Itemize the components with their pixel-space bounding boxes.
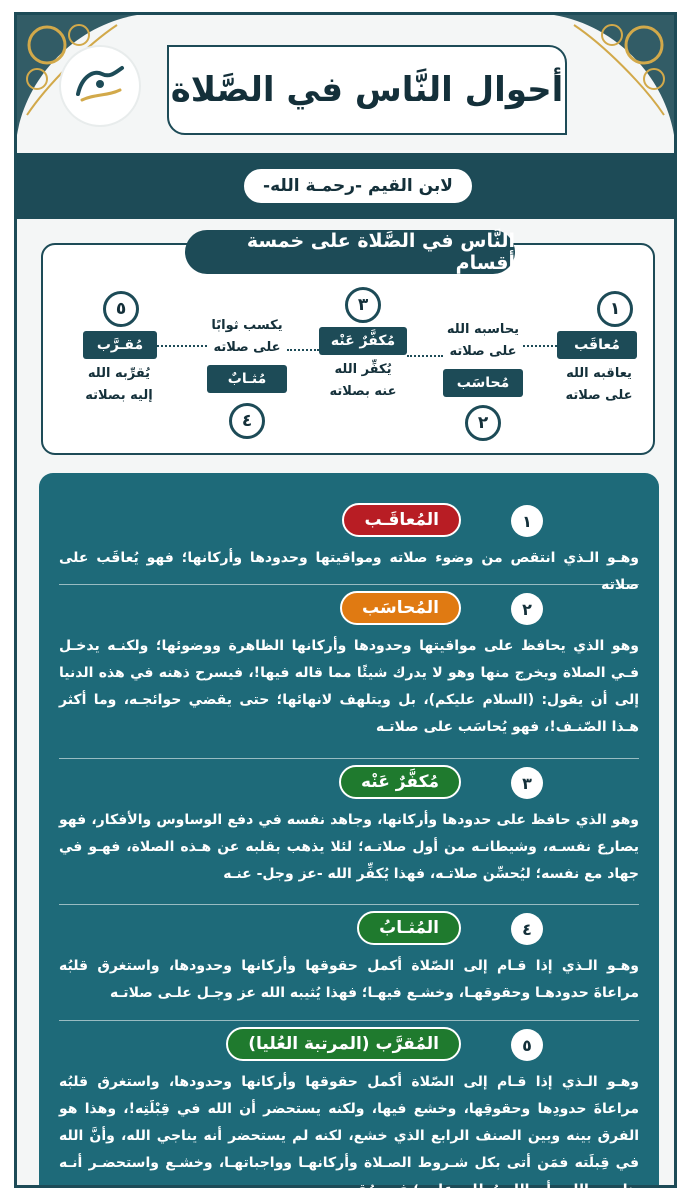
detail-card-4	[59, 909, 639, 1021]
overview-desc-line: على صلاته	[565, 388, 633, 403]
overview-number-2: ٢	[465, 405, 501, 441]
detail-card-header	[59, 763, 639, 803]
detail-title: المُعاقَـب	[342, 503, 461, 537]
page-title: أحوال النَّاس في الصَّلاة	[170, 70, 564, 110]
detail-text: وهـو الـذي إذا قـام إلى الصّلاة أكمل حقوقها وأركانها وحدودها، واستغرق قلبُه مراعاةَ حدودهـا وحقوقهـا، وخشـع فيهـا؛ فهذا يُثيبه الله عز وجـل علـى صلاتـه	[59, 958, 639, 1001]
detail-title: المُثـابُ	[357, 911, 461, 945]
overview-heading: النَّاس في الصَّلاة على خمسة أقسام	[185, 230, 515, 274]
detail-card-2	[59, 589, 639, 759]
overview-number-4: ٤	[229, 403, 265, 439]
detail-card-5	[59, 1025, 639, 1198]
detail-card-3	[59, 763, 639, 905]
overview-desc-line: يُقرِّبه الله	[87, 366, 151, 381]
detail-title: المُقرَّب (المرتبة العُليا)	[226, 1027, 461, 1061]
overview-desc-line: يكسب ثوابًا	[211, 318, 283, 333]
corner-ornament-icon	[554, 15, 674, 135]
overview-number-3: ٣	[345, 287, 381, 323]
detail-card-header	[59, 501, 639, 541]
overview-desc-line: يُكفِّر الله	[334, 362, 392, 377]
detail-number: ٤	[511, 913, 543, 945]
overview-tag-2: مُحاسَب	[443, 369, 523, 397]
detail-card-header	[59, 909, 639, 949]
author-label: لابن القيم -رحمـة الله-	[242, 167, 474, 205]
detail-card-header	[59, 589, 639, 629]
connector-line	[287, 349, 319, 351]
detail-text: وهو الذي يحافظ على مواقيتها وحدودها وأركانها الظاهرة ووضوئها؛ ولكنـه يدخـل فـي الصلاة ويخرج منها وهو لا يدرك شيئًا مما قاله فيها!، فيسرح ذهنه في هذه الدنيا إلى أن يقول: (السلام عليكم)، بل ويتلهف لانهائها؛ حتى يقضي حوائجـه، وما أكثر هـذا الصّنـف!، فهو يُحاسَب على صلاتـه	[59, 638, 639, 735]
overview-desc-4	[197, 315, 297, 359]
detail-number: ٢	[511, 593, 543, 625]
logo-icon	[72, 64, 128, 108]
overview-desc-line: على صلاته	[449, 344, 517, 359]
overview-desc-line: على صلاته	[213, 340, 281, 355]
detail-title: المُحاسَب	[340, 591, 461, 625]
connector-line	[523, 345, 557, 347]
overview-box	[41, 243, 655, 455]
detail-text: وهو الذي حافظ على حدودها وأركانها، وجاهد نفسه في دفع الوساوس والأفكار، فهو يصارع نفسـه، وشيطانـه من أول صلاتـه؛ لئلا يذهب بقلبه عن هـذه الصلاة، فهـو في جهاد مع نفسه؛ ليُحسِّن صلاتـه، فهذا يُكفِّر الله -عز وجل- عنـه	[59, 812, 639, 882]
overview-tag-5: مُقـرَّب	[83, 331, 157, 359]
overview-tag-3: مُكفَّرٌ عَنْه	[319, 327, 407, 355]
detail-number: ١	[511, 505, 543, 537]
detail-card-header	[59, 1025, 639, 1065]
overview-desc-1	[551, 363, 647, 407]
overview-desc-2	[433, 319, 533, 363]
overview-tag-1: مُعاقَب	[557, 331, 637, 359]
detail-number: ٥	[511, 1029, 543, 1061]
overview-desc-line: يحاسبه الله	[446, 322, 520, 337]
overview-number-5: ٥	[103, 291, 139, 327]
detail-text: وهـو الـذي إذا قـام إلى الصّلاة أكمل حقوقها وأركانها وحدودها، واستغرق قلبُه مراعاةَ حدودِها وحقوقِها، وخشع فيها، ولكنه يستحضر أن الله في قِبْلَتِه!، وهذا هو الفرق بينه وبين الصنف الرابع الذي خشع، لكنه لم يستحضر أنه يناجي الله، وأنَّ الله في قِبلَته فمَن أتى بكل شـروط الصـلاة وأركانهـا وواجباتهـا، وخشـع واستحضـر أنـه يناجـي الله وأن الله مُطلـع عليـه؛ فهو مُقـرب	[59, 1074, 639, 1198]
connector-line	[157, 345, 207, 347]
infographic-frame	[14, 12, 677, 1198]
overview-desc-line: عنه بصلاته	[329, 384, 397, 399]
detail-card-1	[59, 501, 639, 593]
overview-desc-3	[313, 359, 413, 403]
details-panel	[39, 473, 659, 1198]
overview-tag-4: مُثـابٌ	[207, 365, 287, 393]
overview-desc-5	[71, 363, 167, 407]
connector-line	[407, 355, 443, 357]
logo	[61, 47, 139, 125]
detail-title: مُكفَّرٌ عَنْه	[339, 765, 461, 799]
overview-number-1: ١	[597, 291, 633, 327]
detail-text: وهـو الـذي انتقص من وضوء صلاته ومواقيتها وحدودها وأركانها؛ فهو يُعاقَب على صلاته	[59, 550, 639, 593]
overview-desc-line: إليه بصلاته	[85, 388, 153, 403]
detail-number: ٣	[511, 767, 543, 799]
title-box	[167, 45, 567, 135]
overview-desc-line: يعاقبه الله	[566, 366, 632, 381]
